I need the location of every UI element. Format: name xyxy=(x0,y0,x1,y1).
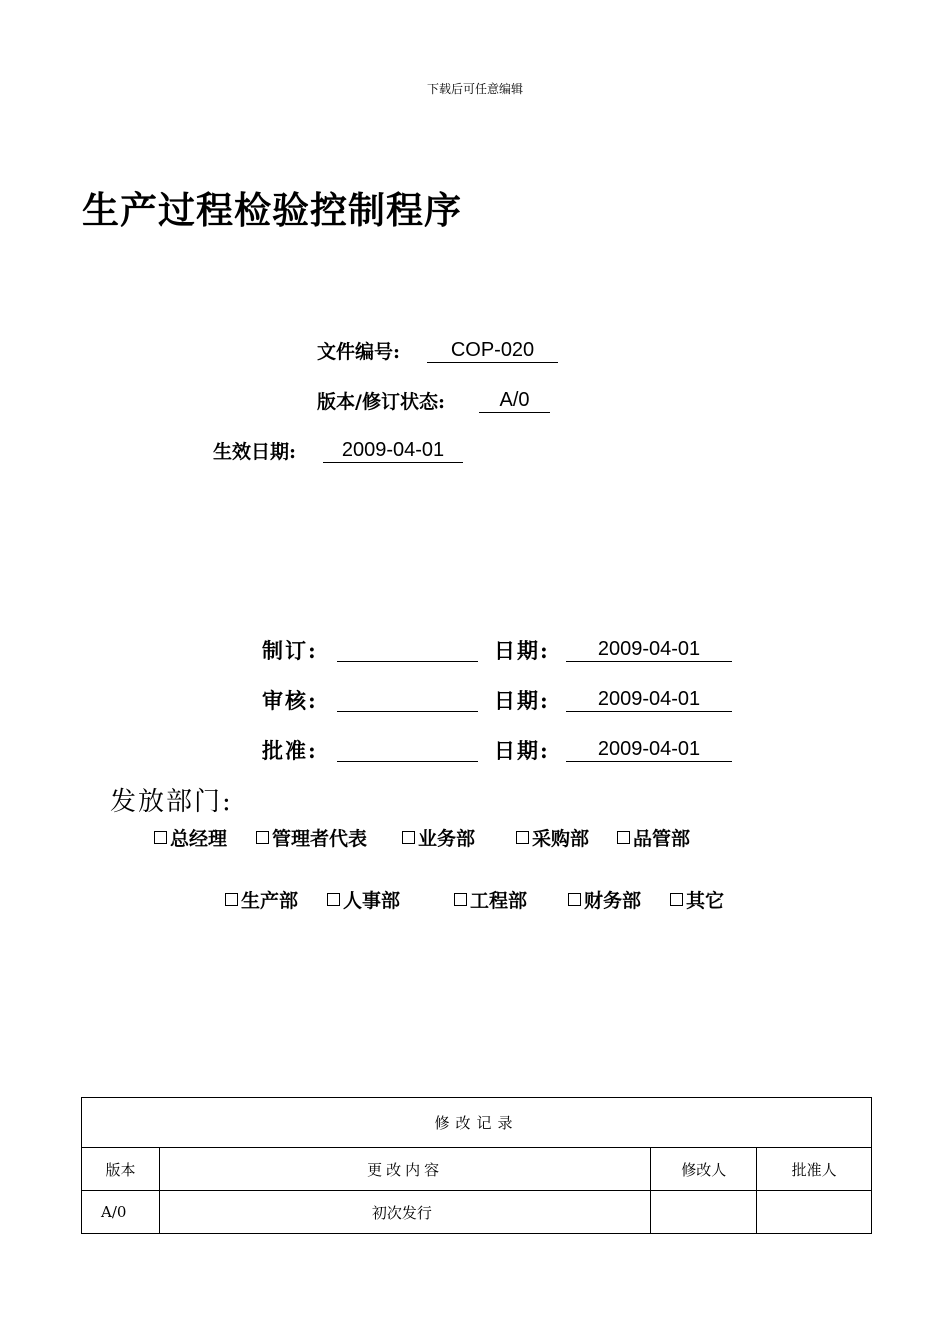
revision-table-title: 修改记录 xyxy=(82,1098,872,1148)
signoff-approved-label: 批准: xyxy=(262,738,318,763)
row-approver xyxy=(757,1191,872,1234)
distribution-title: 发放部门: xyxy=(110,787,233,817)
signoff-approved-signer xyxy=(337,737,478,762)
header-approver: 批准人 xyxy=(757,1148,872,1191)
signoff-reviewed-signer xyxy=(337,687,478,712)
signoff-approved-date-label: 日期: xyxy=(494,738,550,763)
effective-date-value: 2009-04-01 xyxy=(323,438,463,463)
checkbox-icon[interactable] xyxy=(327,893,340,906)
dept-other[interactable]: 其它 xyxy=(670,886,724,913)
row-modifier xyxy=(651,1191,757,1234)
dept-sales[interactable]: 业务部 xyxy=(402,824,475,851)
checkbox-icon[interactable] xyxy=(154,831,167,844)
signoff-approved-date: 2009-04-01 xyxy=(566,737,732,762)
document-title: 生产过程检验控制程序 xyxy=(82,188,462,232)
header-content: 更改内容 xyxy=(159,1148,650,1191)
header-modifier: 修改人 xyxy=(651,1148,757,1191)
dept-engineering[interactable]: 工程部 xyxy=(454,886,527,913)
signoff-reviewed-date: 2009-04-01 xyxy=(566,687,732,712)
row-content: 初次发行 xyxy=(159,1191,650,1234)
effective-date-label: 生效日期: xyxy=(213,441,297,463)
checkbox-icon[interactable] xyxy=(617,831,630,844)
header-note: 下载后可任意编辑 xyxy=(426,82,523,96)
signoff-drafted-label: 制订: xyxy=(262,638,318,663)
checkbox-icon[interactable] xyxy=(454,893,467,906)
dept-management-rep[interactable]: 管理者代表 xyxy=(256,824,367,851)
signoff-drafted-signer xyxy=(337,637,478,662)
signoff-reviewed-label: 审核: xyxy=(262,688,318,713)
dept-production[interactable]: 生产部 xyxy=(225,886,298,913)
signoff-drafted-date: 2009-04-01 xyxy=(566,637,732,662)
checkbox-icon[interactable] xyxy=(402,831,415,844)
doc-number-label: 文件编号: xyxy=(317,341,401,363)
checkbox-icon[interactable] xyxy=(516,831,529,844)
dept-purchasing[interactable]: 采购部 xyxy=(516,824,589,851)
version-value: A/0 xyxy=(479,388,550,413)
dept-general-manager[interactable]: 总经理 xyxy=(154,824,227,851)
dept-finance[interactable]: 财务部 xyxy=(568,886,641,913)
signoff-reviewed-date-label: 日期: xyxy=(494,688,550,713)
row-version: A/0 xyxy=(82,1191,160,1234)
checkbox-icon[interactable] xyxy=(670,893,683,906)
table-row xyxy=(82,1191,872,1234)
dept-hr[interactable]: 人事部 xyxy=(327,886,400,913)
signoff-drafted-date-label: 日期: xyxy=(494,638,550,663)
dept-quality[interactable]: 品管部 xyxy=(617,824,690,851)
checkbox-icon[interactable] xyxy=(256,831,269,844)
checkbox-icon[interactable] xyxy=(225,893,238,906)
doc-number-value: COP-020 xyxy=(427,338,558,363)
version-label: 版本/修订状态: xyxy=(317,391,445,413)
revision-table xyxy=(81,1097,872,1234)
checkbox-icon[interactable] xyxy=(568,893,581,906)
header-version: 版本 xyxy=(82,1148,160,1191)
revision-table-header xyxy=(82,1148,872,1191)
